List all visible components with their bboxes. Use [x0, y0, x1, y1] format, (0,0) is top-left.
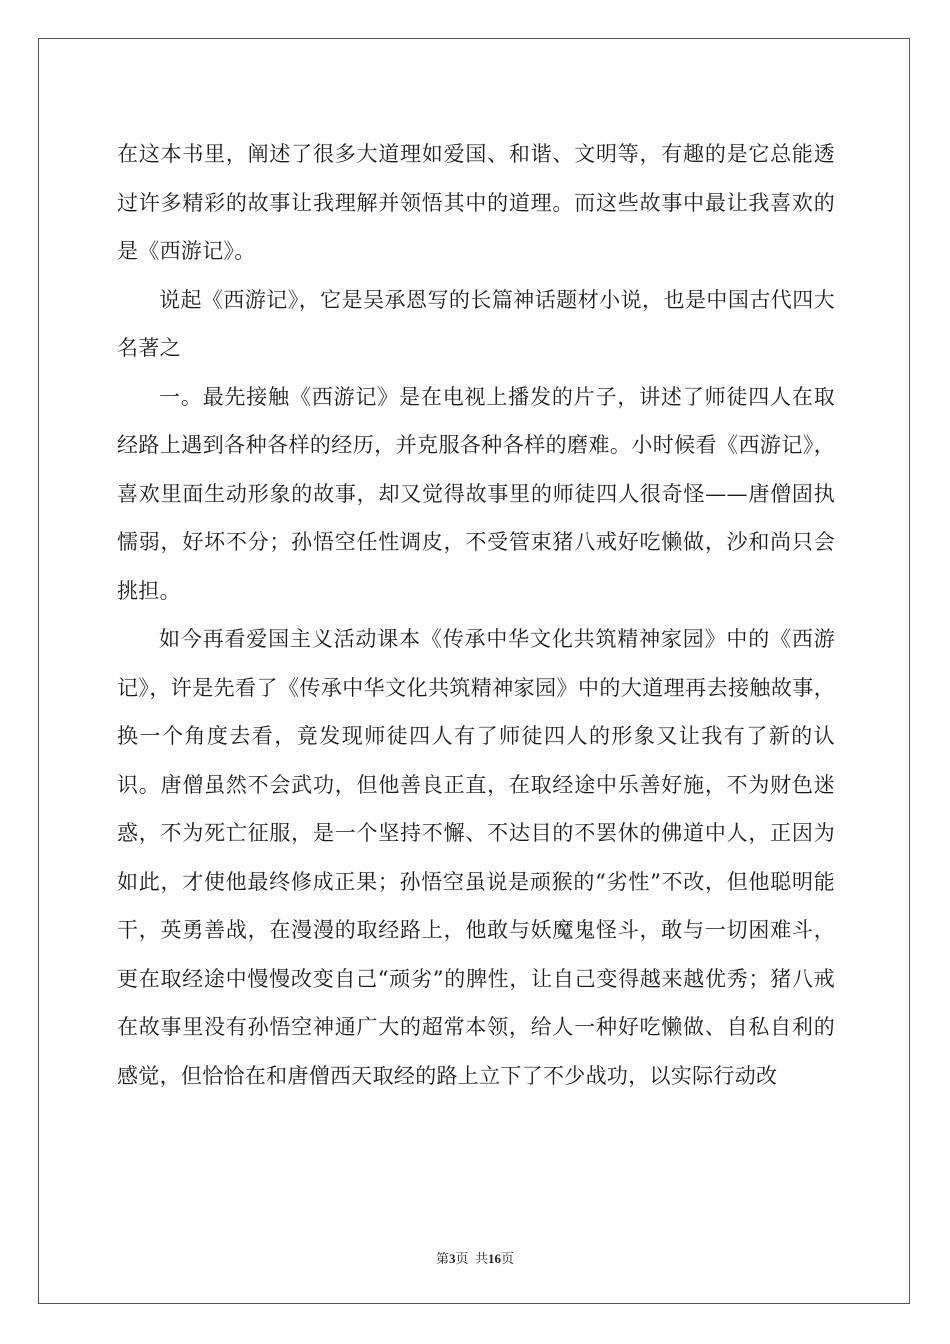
- document-body: [117, 130, 835, 1100]
- paragraph-1: 在这本书里，阐述了很多大道理如爱国、和谐、文明等，有趣的是它总能透过许多精彩的故事让我理解并领悟其中的道理。而这些故事中最让我喜欢的是《西游记》。: [117, 142, 835, 263]
- paragraph-2: 说起《西游记》，它是吴承恩写的长篇神话题材小说，也是中国古代四大名著之: [117, 287, 835, 360]
- page-label-suffix: 页: [501, 1251, 515, 1266]
- paragraph-4: 如今再看爱国主义活动课本《传承中华文化共筑精神家园》中的《西游记》，许是先看了《传承中华文化共筑精神家园》中的大道理再去接触故事，换一个角度去看，竟发现师徒四人有了师徒四人的形象又让我有了新的认识。唐僧虽然不会武功，但他善良正直，在取经途中乐善好施，不为财色迷惑，不为死亡征服，是一个坚持不懈、不达目的不罢休的佛道中人，正因为如此，才使他最终修成正果；孙悟空虽说是顽猴的“劣性”不改，但他聪明能干，英勇善战，在漫漫的取经路上，他敢与妖魔鬼怪斗，敢与一切困难斗，更在取经途中慢慢改变自己“顽劣”的脾性，让自己变得越来越优秀；猪八戒在故事里没有孙悟空神通广大的超常本领，给人一种好吃懒做、自私自利的感觉，但恰恰在和唐僧西天取经的路上立下了不少战功，以实际行动改: [117, 627, 835, 1088]
- page-footer: [0, 1248, 950, 1267]
- current-page-number: 3: [448, 1251, 456, 1266]
- paragraph-3: 一。最先接触《西游记》是在电视上播发的片子，讲述了师徒四人在取经路上遇到各种各样的经历，并克服各种各样的磨难。小时候看《西游记》，喜欢里面生动形象的故事，却又觉得故事里的师徒四人很奇怪——唐僧固执懦弱，好坏不分；孙悟空任性调皮，不受管束猪八戒好吃懒做，沙和尚只会挑担。: [117, 384, 835, 603]
- page-label-prefix: 第: [435, 1251, 449, 1266]
- page-label-mid: 页 共: [455, 1251, 488, 1266]
- total-pages-number: 16: [488, 1251, 501, 1266]
